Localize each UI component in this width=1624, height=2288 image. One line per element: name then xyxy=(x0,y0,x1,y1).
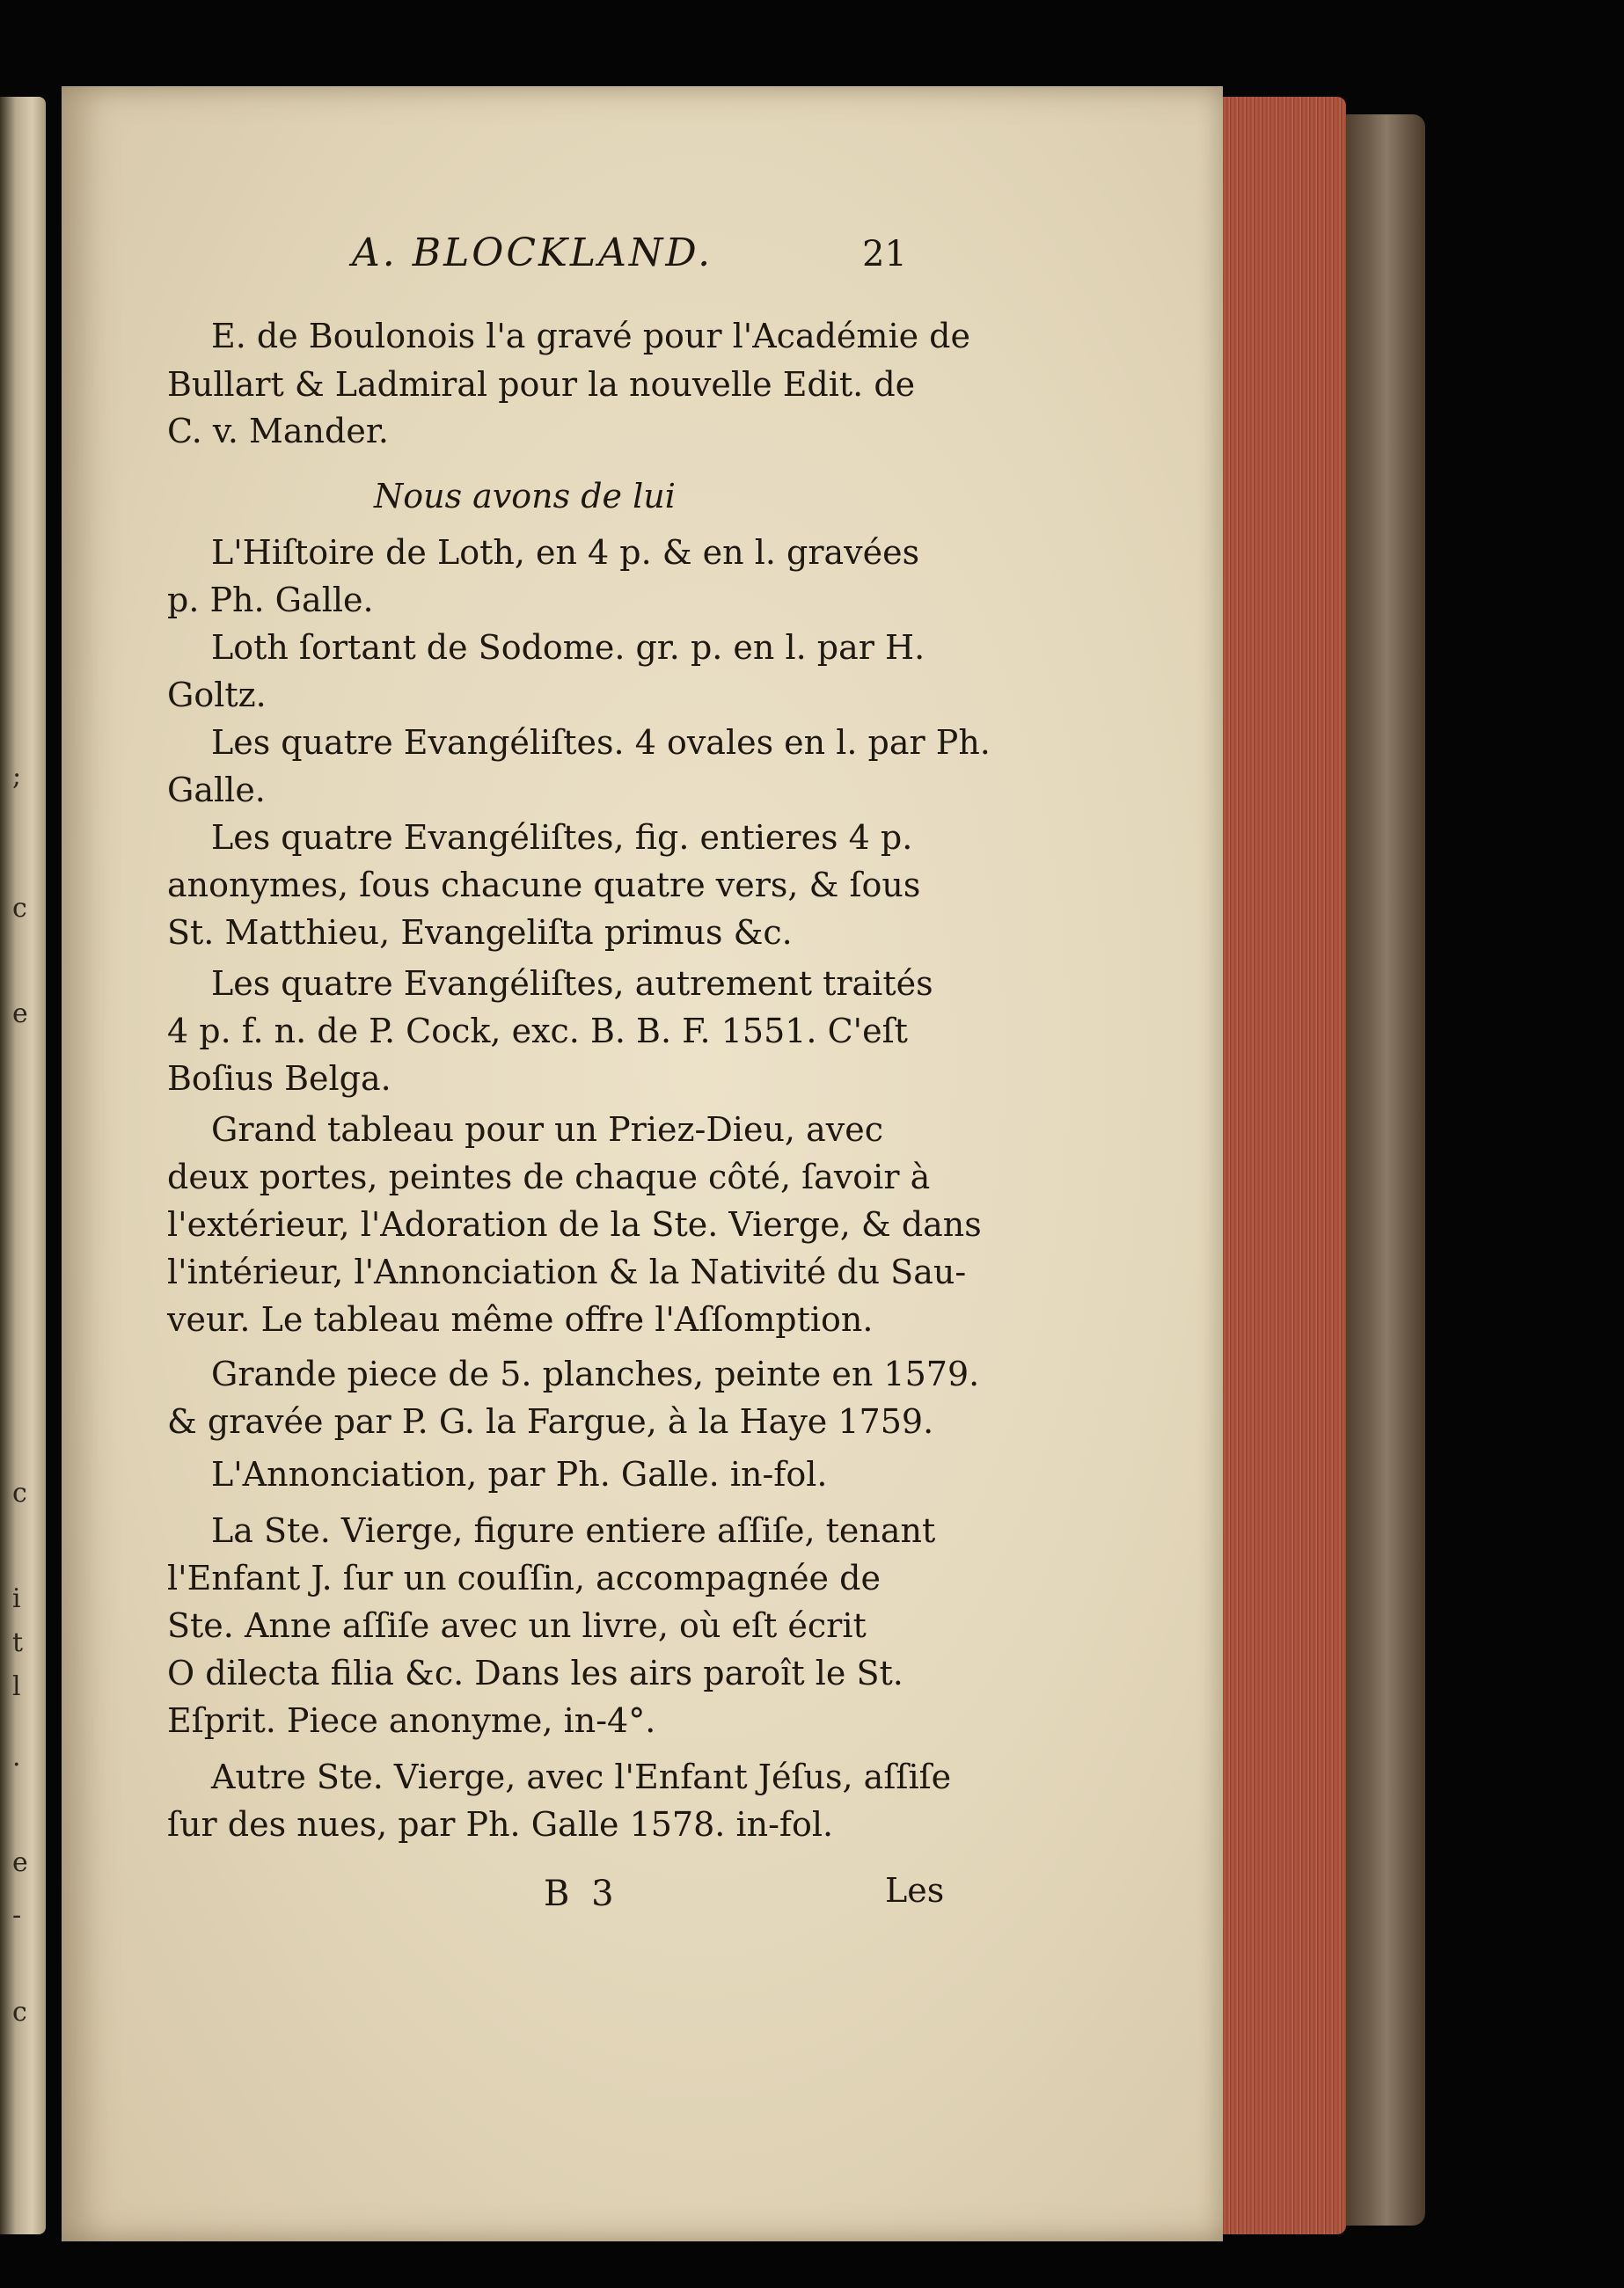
facing-mark: e xyxy=(12,1847,28,1878)
facing-mark: c xyxy=(12,1478,27,1509)
text-line: O dilecta filia &c. Dans les airs paroît le St. xyxy=(167,1654,903,1692)
text-line: L'Hiſtoire de Loth, en 4 p. & en l. gravées xyxy=(211,533,920,572)
text-line: L'Annonciation, par Ph. Galle. in-fol. xyxy=(211,1455,828,1494)
text-line: Grand tableau pour un Priez-Dieu, avec xyxy=(211,1110,883,1149)
section-heading: Nous avons de lui xyxy=(374,477,676,515)
text-line: l'Enfant J. ſur un couſſin, accompagnée de xyxy=(167,1559,881,1597)
text-line: veur. Le tableau même offre l'Aſſomption. xyxy=(167,1300,874,1339)
text-line: Bullart & Ladmiral pour la nouvelle Edit. de xyxy=(167,365,916,404)
text-line: Les quatre Evangéliſtes, autrement traités xyxy=(211,964,933,1003)
catchword: Les xyxy=(885,1871,945,1910)
text-line: C. v. Mander. xyxy=(167,412,389,450)
text-line: Les quatre Evangéliſtes, fig. entieres 4 p. xyxy=(211,818,913,857)
text-line: Ste. Anne aſſiſe avec un livre, où eſt écrit xyxy=(167,1606,867,1645)
text-line: Boſius Belga. xyxy=(167,1059,391,1098)
text-line: p. Ph. Galle. xyxy=(167,581,374,619)
page-block-edges xyxy=(1214,97,1346,2234)
text-line: Autre Ste. Vierge, avec l'Enfant Jéſus, aſſiſe xyxy=(211,1758,952,1796)
facing-mark: c xyxy=(12,893,27,924)
facing-mark: - xyxy=(12,1900,22,1931)
text-line: l'intérieur, l'Annonciation & la Nativité du Sau- xyxy=(167,1253,967,1291)
signature-mark: B 3 xyxy=(544,1874,619,1914)
text-line: Eſprit. Piece anonyme, in-4°. xyxy=(167,1701,656,1740)
text-line: & gravée par P. G. la Fargue, à la Haye 1759. xyxy=(167,1402,934,1441)
text-line: St. Matthieu, Evangeliſta primus &c. xyxy=(167,913,793,952)
text-line: Goltz. xyxy=(167,676,267,714)
text-line: Les quatre Evangéliſtes. 4 ovales en l. par Ph. xyxy=(211,723,991,762)
text-line: deux portes, peintes de chaque côté, ſavoir à xyxy=(167,1158,931,1196)
facing-mark: ; xyxy=(12,761,22,792)
facing-mark: e xyxy=(12,998,28,1029)
page-number: 21 xyxy=(862,234,907,274)
text-line: La Ste. Vierge, figure entiere aſſiſe, tenant xyxy=(211,1511,936,1550)
text-line: anonymes, ſous chacune quatre vers, & ſous xyxy=(167,866,921,904)
text-line: l'extérieur, l'Adoration de la Ste. Vierge, & dans xyxy=(167,1205,982,1244)
facing-mark: l xyxy=(12,1671,21,1702)
text-line: E. de Boulonois l'a gravé pour l'Académie de xyxy=(211,317,970,355)
facing-mark: . xyxy=(12,1742,21,1773)
text-line: Loth ſortant de Sodome. gr. p. en l. par H. xyxy=(211,628,925,667)
facing-mark: c xyxy=(12,1997,27,2028)
facing-mark: i xyxy=(12,1583,21,1614)
text-line: 4 p. f. n. de P. Cock, exc. B. B. F. 1551. C'eſt xyxy=(167,1012,908,1050)
facing-page-left xyxy=(0,97,46,2234)
running-title: A. BLOCKLAND. xyxy=(352,230,713,275)
text-line: Galle. xyxy=(167,771,266,809)
facing-mark: t xyxy=(12,1627,24,1658)
text-line: ſur des nues, par Ph. Galle 1578. in-fol. xyxy=(167,1805,834,1844)
text-line: Grande piece de 5. planches, peinte en 1579. xyxy=(211,1355,980,1393)
